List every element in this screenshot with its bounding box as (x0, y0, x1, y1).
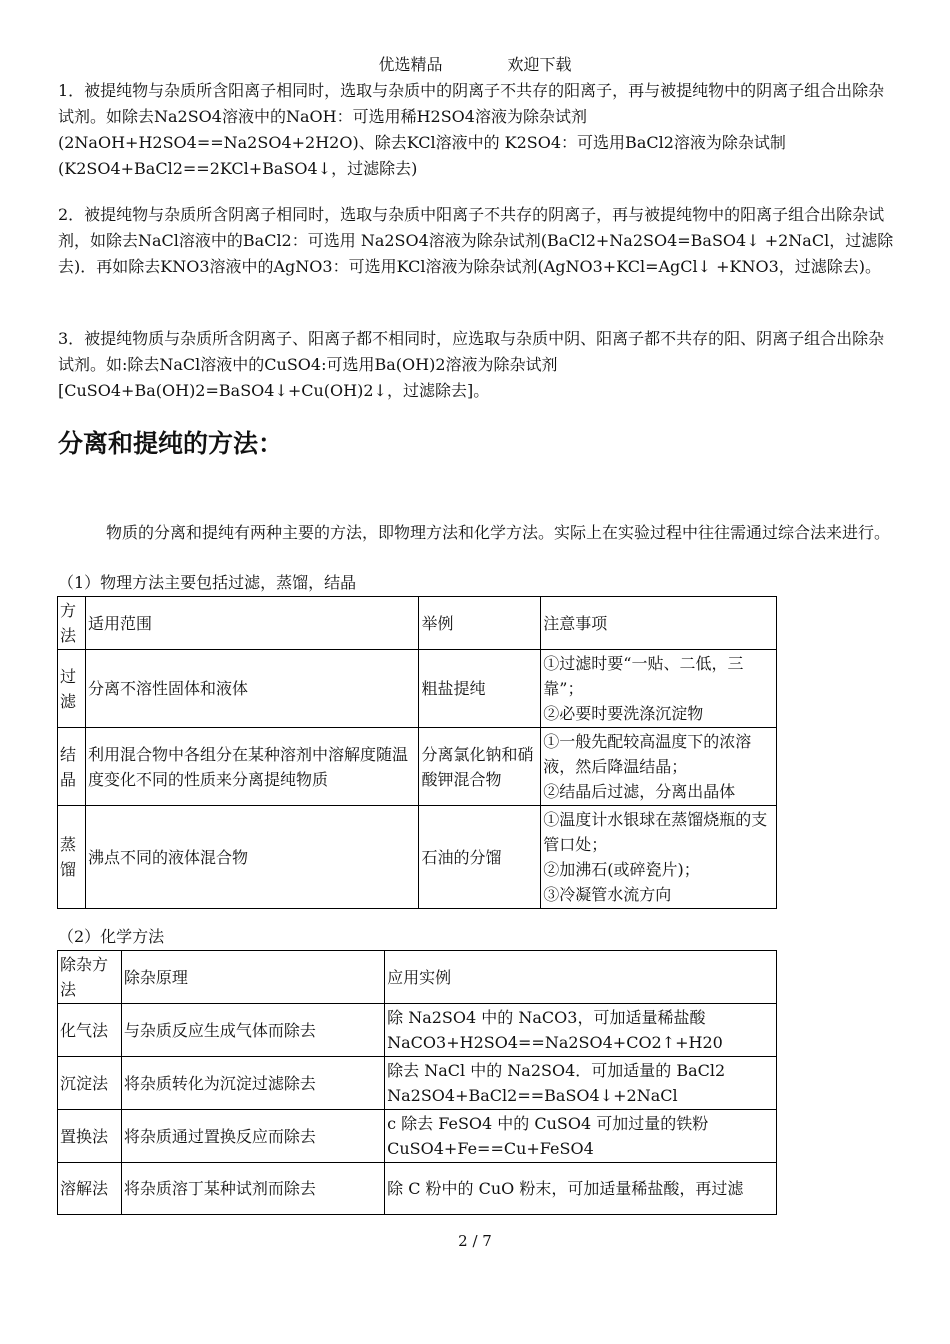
table-cell: 分离不溶性固体和液体 (85, 650, 418, 728)
table-header-row (58, 951, 777, 1004)
table-cell: 将杂质转化为沉淀过滤除去 (121, 1057, 384, 1110)
paragraph-1: 1．被提纯物与杂质所含阳离子相同时，选取与杂质中的阴离子不共存的阳离子，再与被提纯物中的阴离子组合出除杂试剂。如除去Na2SO4溶液中的NaOH：可选用稀H2SO4溶液为除杂试剂(2NaOH+H2SO4==Na2SO4+2H2O)、除去KCl溶液中的 K2SO4：可选用BaCl2溶液为除杂试制(K2SO4+BaCl2==2KCl+BaSO4↓，过滤除去) (58, 81, 885, 178)
header-left: 优选精品 (378, 55, 443, 74)
table-row (58, 650, 777, 728)
table1-caption: （1）物理方法主要包括过滤，蒸馏，结晶 (58, 573, 357, 592)
table-header-cell: 注意事项 (541, 597, 777, 650)
table-row (58, 1004, 777, 1057)
table-cell: ①一般先配较高温度下的浓溶液，然后降温结晶； ②结晶后过滤，分离出晶体 (541, 728, 777, 806)
table-cell: 分离氯化钠和硝酸钾混合物 (419, 728, 541, 806)
table-cell: 将杂质溶丁某种试剂而除去 (121, 1163, 384, 1215)
table-cell: ①过滤时要“一贴、二低，三靠”； ②必要时要洗涤沉淀物 (541, 650, 777, 728)
paragraph-3: 3．被提纯物质与杂质所含阴离子、阳离子都不相同时，应选取与杂质中阴、阳离子都不共存的阳、阴离子组合出除杂试剂。如:除去NaCl溶液中的CuSO4:可选用Ba(OH)2溶液为除杂试剂[CuSO4+Ba(OH)2=BaSO4↓+Cu(OH)2↓，过滤除去]。 (58, 329, 885, 400)
table-header-row (58, 597, 777, 650)
table-cell: 置换法 (58, 1110, 122, 1163)
table-header-cell: 除杂方法 (58, 951, 122, 1004)
paragraph-2: 2．被提纯物与杂质所含阴离子相同时，选取与杂质中阳离子不共存的阴离子，再与被提纯物中的阳离子组合出除杂试剂，如除去NaCl溶液中的BaCl2：可选用 Na2SO4溶液为除杂试剂(BaCl2+Na2SO4=BaSO4↓ +2NaCl，过滤除去)．再如除去KNO3溶液中的AgNO3：可选用KCl溶液为除杂试剂(AgNO3+KCl=AgCl↓ +KNO3，过滤除去)。 (58, 205, 894, 276)
section-heading: 分离和提纯的方法： (58, 429, 284, 458)
physical-methods-table (57, 596, 777, 909)
table-cell: 化气法 (58, 1004, 122, 1057)
table-cell: 石油的分馏 (419, 806, 541, 909)
page-header (0, 52, 950, 75)
table-cell: 利用混合物中各组分在某种溶剂中溶解度随温度变化不同的性质来分离提纯物质 (85, 728, 418, 806)
table-cell: 溶解法 (58, 1163, 122, 1215)
table-row (58, 728, 777, 806)
page-number: 2 / 7 (458, 1232, 492, 1250)
table-header-cell: 方法 (58, 597, 86, 650)
table-header-cell: 除杂原理 (121, 951, 384, 1004)
table-header-cell: 举例 (419, 597, 541, 650)
table-cell: 蒸馏 (58, 806, 86, 909)
table-row (58, 806, 777, 909)
table-cell: 粗盐提纯 (419, 650, 541, 728)
table-row (58, 1163, 777, 1215)
table-cell: 除去 NaCl 中的 Na2SO4．可加适量的 BaCl2 Na2SO4+BaCl2==BaSO4↓+2NaCl (385, 1057, 777, 1110)
table-cell: 除 C 粉中的 CuO 粉末，可加适量稀盐酸，再过滤 (385, 1163, 777, 1215)
chemical-methods-table (57, 950, 777, 1215)
header-right: 欢迎下载 (507, 55, 572, 74)
table-header-cell: 适用范围 (85, 597, 418, 650)
table-cell: 结晶 (58, 728, 86, 806)
table-row (58, 1110, 777, 1163)
table-cell: 与杂质反应生成气体而除去 (121, 1004, 384, 1057)
intro-paragraph: 物质的分离和提纯有两种主要的方法，即物理方法和化学方法。实际上在实验过程中往往需通过综合法来进行。 (106, 523, 891, 542)
table2-caption: （2）化学方法 (58, 927, 165, 946)
table-cell: 沸点不同的液体混合物 (85, 806, 418, 909)
table-cell: 沉淀法 (58, 1057, 122, 1110)
table-header-cell: 应用实例 (385, 951, 777, 1004)
table-cell: c 除去 FeSO4 中的 CuSO4 可加过量的铁粉 CuSO4+Fe==Cu+FeSO4 (385, 1110, 777, 1163)
table-cell: 将杂质通过置换反应而除去 (121, 1110, 384, 1163)
table-row (58, 1057, 777, 1110)
table-cell: ①温度计水银球在蒸馏烧瓶的支管口处； ②加沸石(或碎瓷片)； ③冷凝管水流方向 (541, 806, 777, 909)
table-cell: 过滤 (58, 650, 86, 728)
table-cell: 除 Na2SO4 中的 NaCO3，可加适量稀盐酸 NaCO3+H2SO4==Na2SO4+CO2↑+H20 (385, 1004, 777, 1057)
